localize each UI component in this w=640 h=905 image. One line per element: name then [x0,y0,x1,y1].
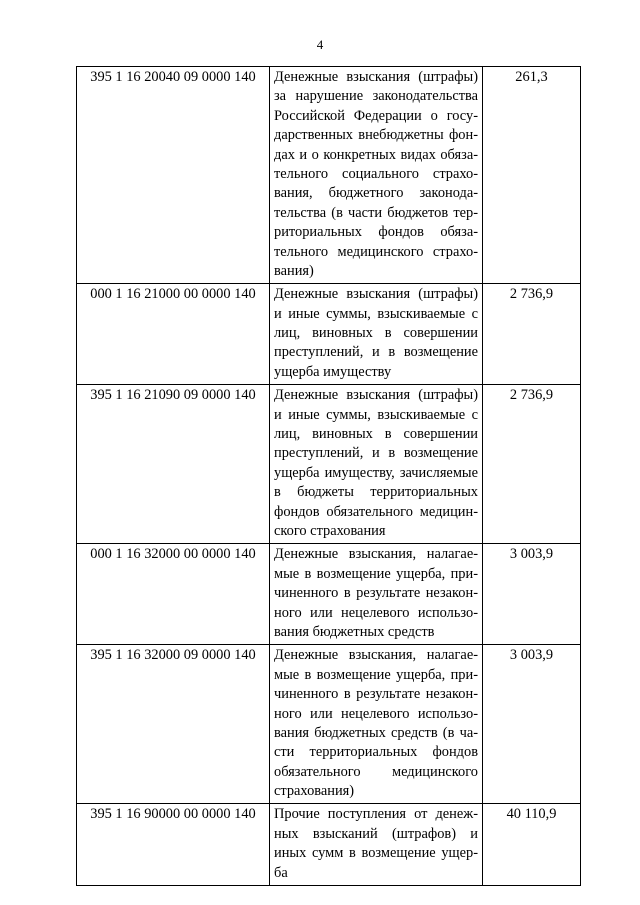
description-line: тельства (в части бюджетов тер- [274,204,478,221]
description-line: Денежные взыскания, налагае- [274,647,478,664]
description-line: в бюджеты территориальных [274,484,478,501]
description-line: вания бюджетных средств [274,623,435,640]
budget-classification-code: 000 1 16 21000 00 0000 140 [77,284,270,385]
revenue-description [270,645,483,804]
table-row [77,804,581,886]
description-line: ущерба имуществу, зачисляемые [274,464,478,481]
description-line: ных взысканий (штрафов) и [274,825,478,842]
description-line: мые в возмещение ущерба, при- [274,666,478,683]
amount-value: 40 110,9 [483,804,581,886]
table-row [77,544,581,645]
description-line: риториальных фондов обяза- [274,224,478,241]
table-row [77,385,581,544]
table-row [77,67,581,284]
description-line: мые в возмещение ущерба, при- [274,565,478,582]
description-line: Денежные взыскания (штрафы) [274,286,478,303]
revenue-description [270,544,483,645]
description-line: Прочие поступления от денеж- [274,806,478,823]
description-line: лиц, виновных в совершении [274,426,478,443]
amount-value: 2 736,9 [483,284,581,385]
budget-classification-code: 395 1 16 21090 09 0000 140 [77,385,270,544]
page-number: 4 [316,37,324,52]
description-line: преступлений, и в возмещение [274,344,478,361]
description-line: вания бюджетных средств (в ча- [274,724,478,741]
revenue-description [270,67,483,284]
amount-value: 2 736,9 [483,385,581,544]
description-line: сти территориальных фондов [274,744,478,761]
description-line: страхования) [274,783,355,800]
revenue-description [270,284,483,385]
description-line: за нарушение законодательства [274,88,478,105]
description-line: преступлений, и в возмещение [274,445,478,462]
description-line: Денежные взыскания (штрафы) [274,69,478,85]
budget-classification-code: 395 1 16 90000 00 0000 140 [77,804,270,886]
description-line: лиц, виновных в совершении [274,325,478,342]
description-line: вания, бюджетного законода- [274,185,478,202]
description-line: тельного медицинского страхо- [274,243,478,260]
amount-value: 3 003,9 [483,645,581,804]
budget-classification-code: 395 1 16 20040 09 0000 140 [77,67,270,284]
description-line: иных сумм в возмещение ущер- [274,845,478,862]
description-line: ба [274,864,288,881]
description-line: обязательного медицинского [274,763,478,780]
description-line: чиненного в результате незакон- [274,686,478,703]
description-line: ного или нецелевого использо- [274,604,478,621]
description-line: Российской Федерации о госу- [274,107,478,124]
description-line: Денежные взыскания, налагае- [274,546,478,563]
revenue-description [270,804,483,886]
description-line: дарственных внебюджетны фон- [274,127,478,144]
description-line: дах и о конкретных видах обяза- [274,146,478,163]
description-line: ущерба имуществу [274,363,392,380]
description-line: вания) [274,262,314,279]
revenue-table [76,66,581,886]
table-row [77,645,581,804]
description-line: ного или нецелевого использо- [274,705,478,722]
description-line: и иные суммы, взыскиваемые с [274,406,478,423]
description-line: и иные суммы, взыскиваемые с [274,305,478,322]
description-line: Денежные взыскания (штрафы) [274,387,478,404]
table-row [77,284,581,385]
revenue-description [270,385,483,544]
description-line: чиненного в результате незакон- [274,585,478,602]
amount-value: 261,3 [483,67,581,284]
budget-classification-code: 000 1 16 32000 00 0000 140 [77,544,270,645]
description-line: тельного социального страхо- [274,165,478,182]
revenue-table-body [77,67,581,886]
description-line: ского страхования [274,522,386,539]
amount-value: 3 003,9 [483,544,581,645]
budget-classification-code: 395 1 16 32000 09 0000 140 [77,645,270,804]
description-line: фондов обязательного медицин- [274,503,478,520]
